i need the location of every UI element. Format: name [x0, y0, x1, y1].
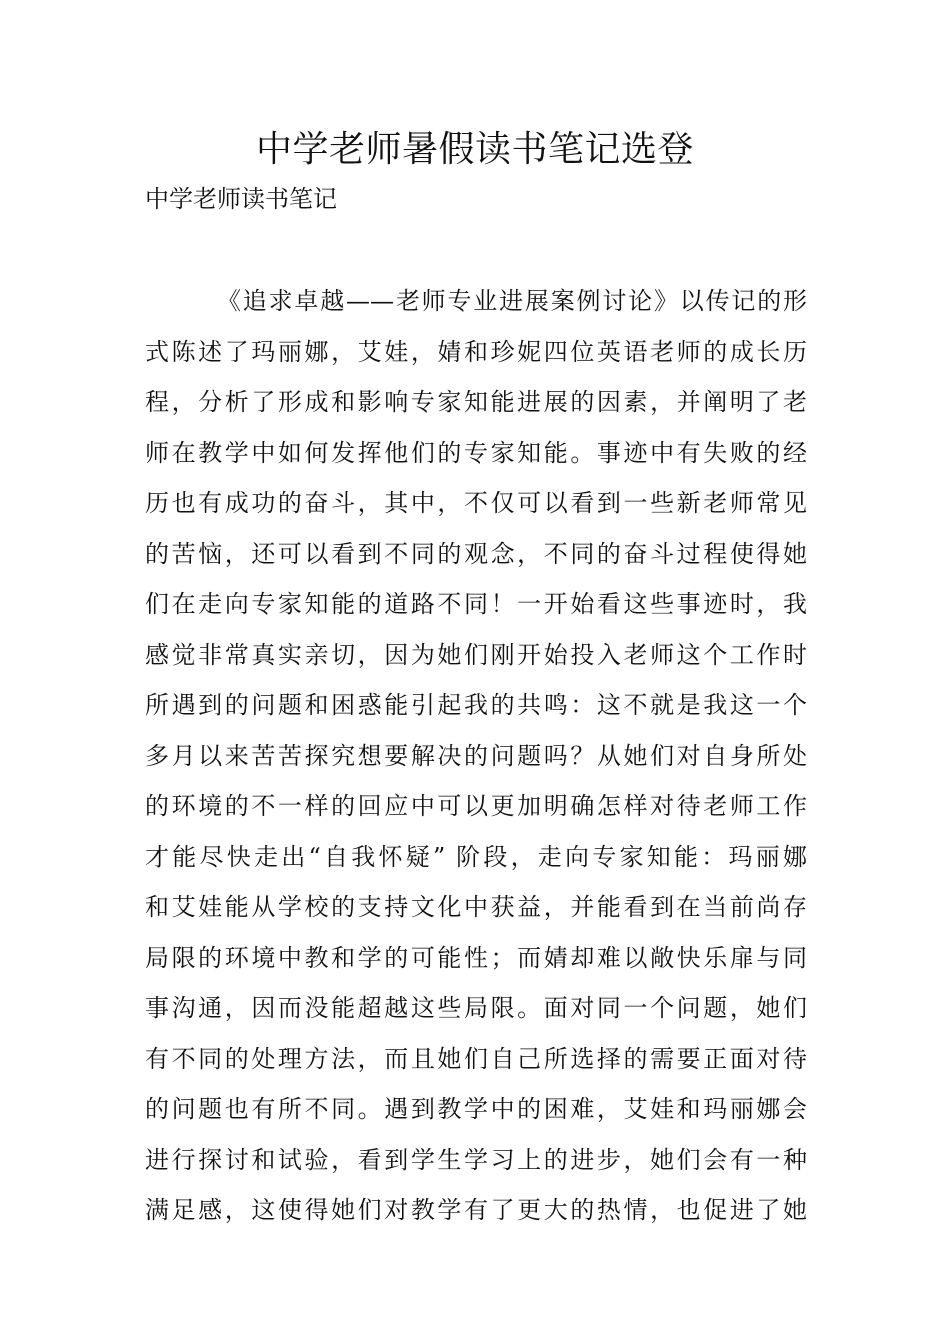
- body-line: 和艾娃能从学校的支持文化中获益，并能看到在当前尚存: [145, 893, 807, 921]
- body-line: 才能尽快走出“自我怀疑” 阶段，走向专家知能：玛丽娜: [145, 842, 807, 871]
- body-line: 程，分析了形成和影响专家知能进展的因素，并阐明了老: [145, 388, 807, 416]
- body-line: 的问题也有所不同。遇到教学中的困难，艾娃和玛丽娜会: [145, 1095, 807, 1123]
- body-line: 有不同的处理方法，而且她们自己所选择的需要正面对待: [145, 1044, 807, 1073]
- document-subtitle: 中学老师读书笔记: [145, 185, 337, 213]
- body-line: 感觉非常真实亲切，因为她们刚开始投入老师这个工作时: [145, 640, 807, 669]
- body-line: 进行探讨和试验，看到学生学习上的进步，她们会有一种: [145, 1145, 807, 1174]
- document-title: 中学老师暑假读书笔记选登: [255, 129, 694, 170]
- body-line: 满足感，这使得她们对教学有了更大的热情，也促进了她: [145, 1196, 807, 1224]
- body-text: [145, 279, 807, 1239]
- body-line: 局限的环境中教和学的可能性；而婧却难以敞快乐扉与同: [145, 943, 807, 972]
- body-line: 历也有成功的奋斗，其中，不仅可以看到一些新老师常见: [145, 489, 807, 517]
- body-line: 所遇到的问题和困惑能引起我的共鸣：这不就是我这一个: [145, 691, 807, 719]
- body-line: 多月以来苦苦探究想要解决的问题吗？从她们对自身所处: [145, 741, 807, 770]
- body-line: 式陈述了玛丽娜，艾娃，婧和珍妮四位英语老师的成长历: [145, 337, 807, 366]
- body-line: 师在教学中如何发挥他们的专家知能。事迹中有失败的经: [145, 438, 807, 467]
- body-line: 《追求卓越——老师专业进展案例讨论》以传记的形: [217, 287, 807, 315]
- body-line: 们在走向专家知能的道路不同！一开始看这些事迹时，我: [145, 590, 807, 618]
- body-line: 事沟通，因而没能超越这些局限。面对同一个问题，她们: [145, 994, 807, 1022]
- body-line: 的苦恼，还可以看到不同的观念，不同的奋斗过程使得她: [145, 539, 807, 568]
- body-line: 的环境的不一样的回应中可以更加明确怎样对待老师工作: [145, 792, 807, 820]
